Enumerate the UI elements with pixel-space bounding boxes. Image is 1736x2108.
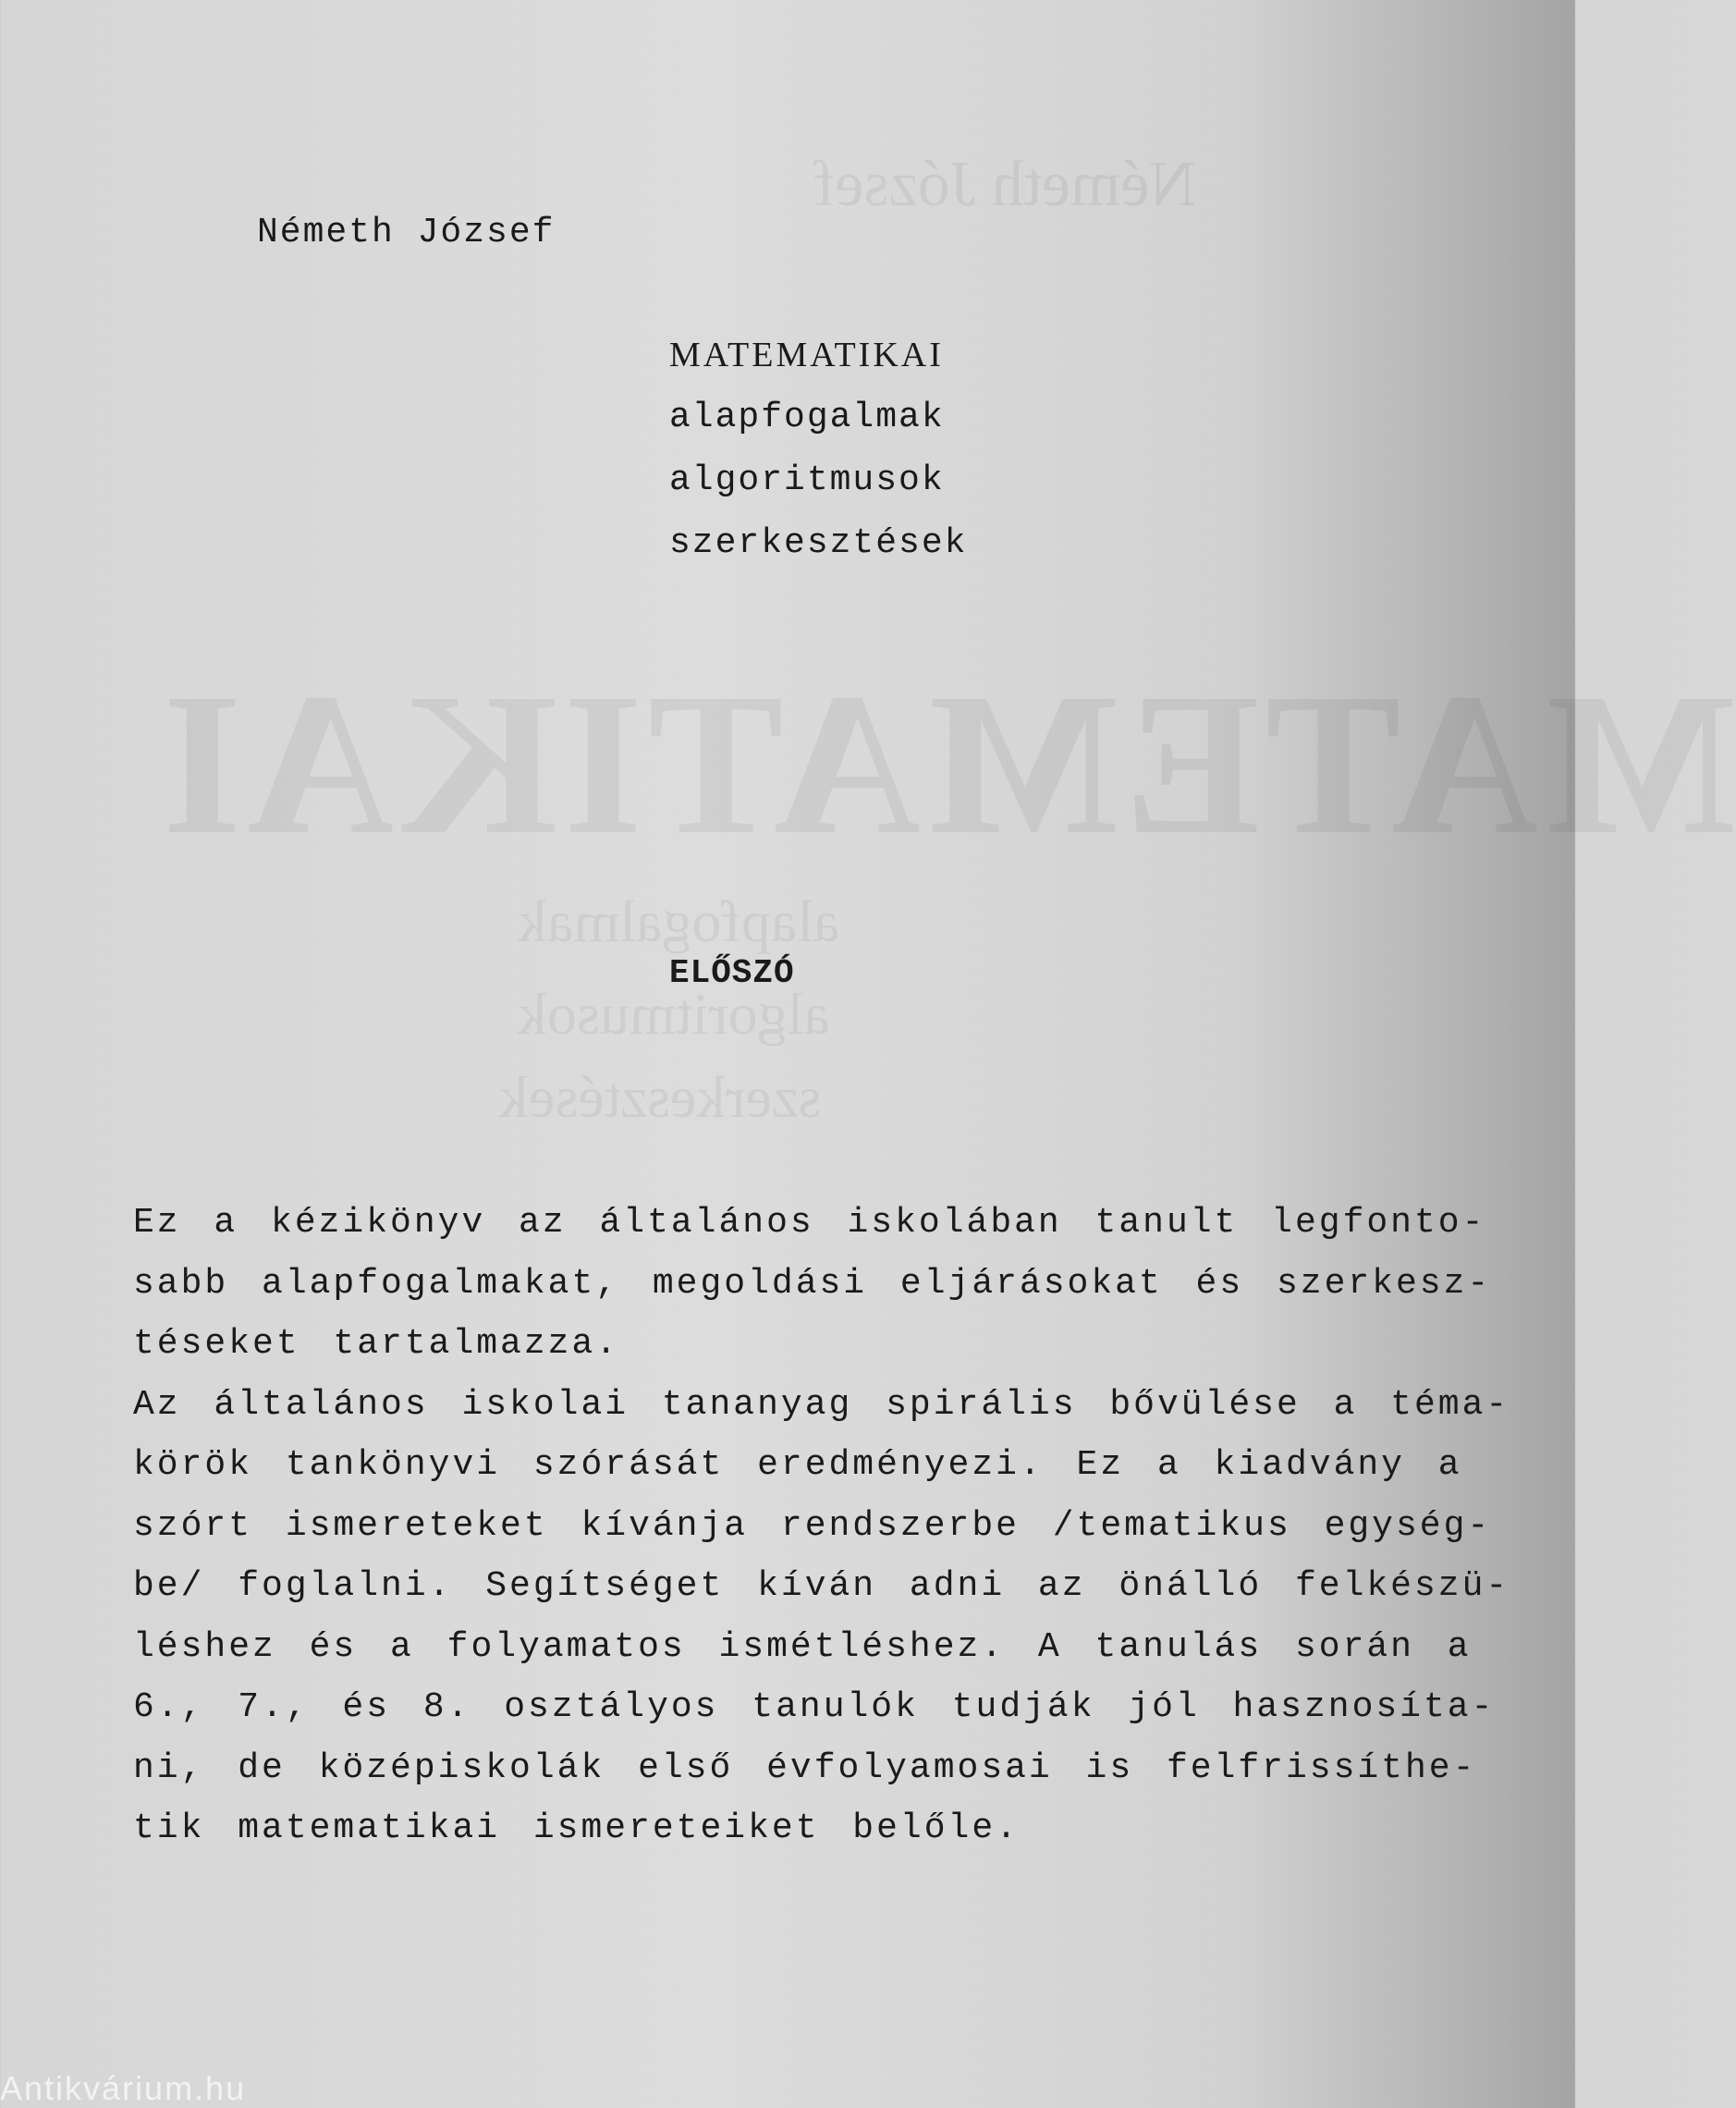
preface-line: ni, de középiskolák első évfolyamosai is felfrissíthe- xyxy=(133,1747,1477,1788)
show-through-author: Németh József xyxy=(813,149,1197,220)
subtitle-line-3: szerkesztések xyxy=(669,523,968,563)
watermark: Antikvárium.hu xyxy=(0,2069,247,2107)
preface-line: körök tankönyvi szórását eredményezi. Ez a kiadvány a xyxy=(133,1445,1462,1485)
preface-body xyxy=(133,1193,1510,1859)
subtitle-line-1: alapfogalmak xyxy=(669,398,945,437)
preface-line: szórt ismereteket kívánja rendszerbe /tematikus egység- xyxy=(133,1505,1492,1546)
preface-line: tik matematikai ismereteiket belőle. xyxy=(133,1808,1020,1848)
author-name: Németh József xyxy=(257,213,556,252)
preface-line: téseket tartalmazza. xyxy=(133,1324,620,1364)
preface-line: léshez és a folyamatos ismétléshez. A tanulás során a xyxy=(133,1626,1472,1667)
preface-line: be/ foglalni. Segítséget kíván adni az önálló felkészü- xyxy=(133,1566,1510,1606)
subtitle-line-2: algoritmusok xyxy=(669,460,945,500)
show-through-title: MATEMATIKAI xyxy=(157,651,1736,876)
preface-line: Az általános iskolai tananyag spirális bővülése a téma- xyxy=(133,1384,1510,1425)
preface-line: sabb alapfogalmakat, megoldási eljárásokat és szerkesz- xyxy=(133,1263,1492,1304)
show-through-line-2: algoritmusok xyxy=(518,981,830,1047)
show-through-line-3: szerkesztések xyxy=(499,1064,822,1130)
preface-heading: ELŐSZÓ xyxy=(669,954,795,992)
preface-line: Ez a kézikönyv az általános iskolában tanult legfonto- xyxy=(133,1203,1486,1243)
preface-line: 6., 7., és 8. osztályos tanulók tudják jól hasznosíta- xyxy=(133,1687,1496,1727)
book-title: MATEMATIKAI xyxy=(669,336,944,374)
show-through-line-1: alapfogalmak xyxy=(518,889,840,954)
title-block xyxy=(669,324,967,575)
